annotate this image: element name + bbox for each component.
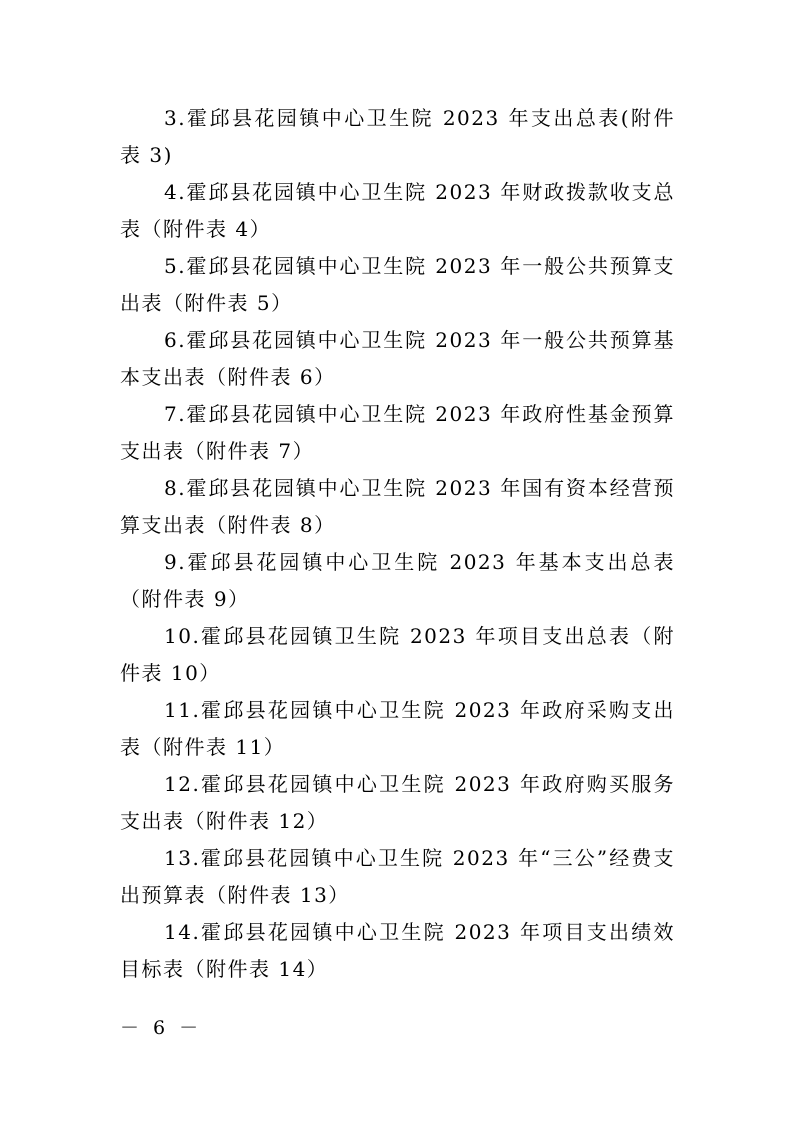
list-item: 5.霍邱县花园镇中心卫生院 2023 年一般公共预算支出表（附件表 5） — [120, 254, 675, 315]
attachment-list — [120, 100, 675, 988]
list-item: 10.霍邱县花园镇卫生院 2023 年项目支出总表（附件表 10） — [120, 624, 675, 685]
list-item: 8.霍邱县花园镇中心卫生院 2023 年国有资本经营预算支出表（附件表 8） — [120, 476, 675, 537]
list-item: 3.霍邱县花园镇中心卫生院 2023 年支出总表(附件表 3) — [120, 106, 675, 167]
list-item: 6.霍邱县花园镇中心卫生院 2023 年一般公共预算基本支出表（附件表 6） — [120, 328, 675, 389]
list-item: 9.霍邱县花园镇中心卫生院 2023 年基本支出总表（附件表 9） — [120, 550, 675, 611]
list-item: 13.霍邱县花园镇中心卫生院 2023 年“三公”经费支出预算表（附件表 13） — [120, 846, 675, 907]
page-number: － 6 － — [120, 1017, 203, 1039]
list-item: 4.霍邱县花园镇中心卫生院 2023 年财政拨款收支总表（附件表 4） — [120, 180, 675, 241]
list-item: 12.霍邱县花园镇中心卫生院 2023 年政府购买服务支出表（附件表 12） — [120, 772, 675, 833]
list-item: 11.霍邱县花园镇中心卫生院 2023 年政府采购支出表（附件表 11） — [120, 698, 675, 759]
list-item: 14.霍邱县花园镇中心卫生院 2023 年项目支出绩效目标表（附件表 14） — [120, 920, 675, 981]
list-item: 7.霍邱县花园镇中心卫生院 2023 年政府性基金预算支出表（附件表 7） — [120, 402, 675, 463]
